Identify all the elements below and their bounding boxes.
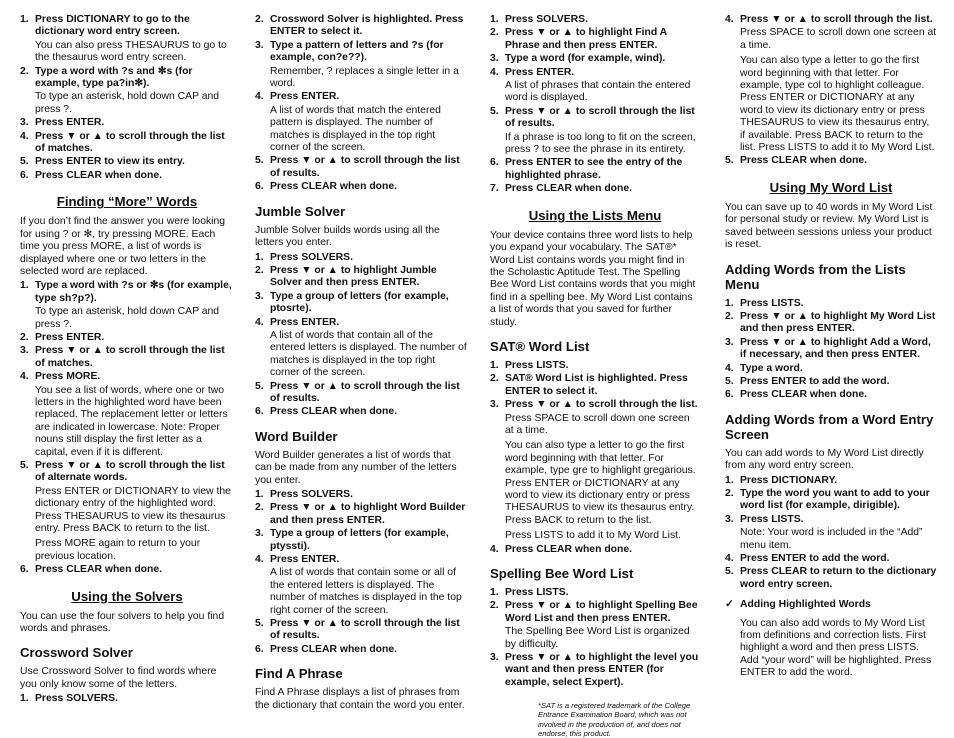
column-1 xyxy=(20,14,234,707)
steps-more xyxy=(20,280,234,576)
step-item: 7. Press CLEAR when done. xyxy=(490,183,633,195)
step-item: 6. Press ENTER to see the entry of the highlighted phrase. xyxy=(490,157,683,181)
step-item: 3. Type a group of letters (for example, ptosrte). xyxy=(255,290,449,315)
heading-crossword-solver: Crossword Solver xyxy=(20,645,133,661)
steps-sat xyxy=(490,360,700,556)
step-item: 2. Press ▼ or ▲ to highlight Word Builder and then press ENTER. xyxy=(255,502,466,526)
step-item: 2. Press ▼ or ▲ to highlight Jumble Solver and then press ENTER. xyxy=(255,264,437,289)
steps-phrase xyxy=(490,14,700,196)
heading-spelling-bee-list: Spelling Bee Word List xyxy=(490,566,634,582)
step-item: 3. Press ▼ or ▲ to highlight the level you want and then press ENTER (for example, select Expert). xyxy=(490,652,699,688)
step-item: 5. Press ▼ or ▲ to scroll through the list of results. If a phrase is too long to fit on the screen, press ? to see the phrase in its entirety. xyxy=(490,105,696,156)
step-item: 6. Press CLEAR when done. xyxy=(255,406,398,418)
step-item: 2. Type a word with ?s and ✻s (for example, type pa?in✻). To type an asterisk, hold down CAP and press ?. xyxy=(20,65,220,115)
step-item: 3. Press ENTER. xyxy=(20,117,105,129)
sat-footnote: *SAT is a registered trademark of the College Entrance Examination Board, which was not involved in the production of, and does not endorse, this product. xyxy=(538,701,691,738)
step-item: 2. Press ▼ or ▲ to highlight My Word List and then press ENTER. xyxy=(725,310,936,335)
heading-finding-more-words: Finding “More” Words xyxy=(56,194,198,210)
paragraph-jumble: Jumble Solver builds words using all the letters you enter. xyxy=(255,224,440,249)
step-item: 6. Press CLEAR when done. xyxy=(20,564,163,576)
step-item: 3. Type a group of letters (for example, ptyssti). xyxy=(255,528,449,552)
step-item: 4. Press ENTER. A list of words that contain all of the entered letters is displayed. The number of matches is displayed in the top right corner of the screen. xyxy=(255,316,467,379)
step-item: 6. Press CLEAR when done. xyxy=(725,389,868,401)
step-item: 1. Press SOLVERS. xyxy=(255,251,353,263)
step-item: 5. Press CLEAR when done. xyxy=(725,155,868,167)
paragraph-solvers: You can use the four solvers to help you find words and phrases. xyxy=(20,610,225,635)
heading-using-my-word-list: Using My Word List xyxy=(769,179,893,195)
step-item: 5. Press ▼ or ▲ to scroll through the list of alternate words. Press ENTER or DICTIONARY to view the dictionary entry of the highlighted word. Press THESAURUS to view its thesaurus entry. Press BACK to return to the list. Press MORE again to return to your previous location. xyxy=(20,460,231,562)
step-item: 1. Press SOLVERS. xyxy=(20,693,118,705)
step-item: 4. Press ENTER to add the word. xyxy=(725,553,890,564)
step-item: 2. Type the word you want to add to your word list (for example, dirigible). xyxy=(725,487,930,512)
step-item: 4. Press ▼ or ▲ to scroll through the list. Press SPACE to scroll down one screen at a time. You can also type a letter to go the first word beginning with that letter. For example, type col to highlight colleague. Press ENTER or DICTIONARY at any word to view its dictionary entry or press THESAURUS to view its thesaurus entry, if available. Press BACK to return to the list. Press LISTS to add it to My Word List. xyxy=(725,14,937,154)
paragraph-myword: You can save up to 40 words in My Word List for personal study or review. My Word List is saved between sessions unless your product is reset. xyxy=(725,201,933,251)
paragraph-phrase: Find A Phrase displays a list of phrases from the dictionary that contain the word you enter. xyxy=(255,687,465,711)
subheading-adding-highlighted: ✓ Adding Highlighted Words xyxy=(725,599,871,611)
step-item: 3. Press ▼ or ▲ to scroll through the list. Press SPACE to scroll down one screen at a time. You can also type a letter to go the first word beginning with that letter. For example, type gre to highlight gregarious. Press ENTER or DICTIONARY at any word to view its dictionary entry or press THESAURUS to view its thesaurus entry. Press BACK to return to the list. Press LISTS to add it to My Word List. xyxy=(490,399,698,542)
paragraph-more: If you don’t find the answer you were looking for using ? or ✻, try pressing MORE. Each time you press MORE, a list of words is displayed where one or two letters in the selected word are replaced. xyxy=(20,216,226,277)
step-item: 6. Press CLEAR when done. xyxy=(20,169,163,181)
step-item: 5. Press ENTER to add the word. xyxy=(725,375,890,387)
step-item: 5. Press ▼ or ▲ to scroll through the list of results. xyxy=(255,380,460,404)
step-item: 6. Press CLEAR when done. xyxy=(255,643,398,655)
heading-adding-from-entry: Adding Words from a Word Entry Screen xyxy=(725,411,934,442)
step-item: 4. Press MORE. You see a list of words, where one or two letters in the highlighted word have been replaced. The replacement letter or letters are indicated in lowercase. Note: Proper nouns still display the first letter as a capital, even if it is different. xyxy=(20,371,228,458)
steps-spelling-cont xyxy=(725,14,937,168)
heading-sat-word-list: SAT® Word List xyxy=(490,338,590,354)
step-item: 4. Press ENTER. A list of words that match the entered pattern is displayed. The number of matches is displayed in the top right corner of the screen. xyxy=(255,91,441,154)
step-item: 1. Press LISTS. xyxy=(725,297,804,309)
step-item: 3. Type a pattern of letters and ?s (for example, con?e??). Remember, ? replaces a single letter in a word. xyxy=(255,39,459,90)
heading-word-builder: Word Builder xyxy=(255,428,338,444)
step-item: 5. Press CLEAR to return to the dictionary word entry screen. xyxy=(725,566,937,590)
column-4 xyxy=(725,14,937,680)
paragraph-crossword: Use Crossword Solver to find words where you only know some of the letters. xyxy=(20,666,217,690)
column-3 xyxy=(490,14,700,738)
steps-crossword-start xyxy=(20,693,234,705)
heading-using-solvers: Using the Solvers xyxy=(71,588,183,604)
paragraph-builder: Word Builder generates a list of words that can be made from any number of the letters you enter. xyxy=(255,449,457,486)
step-item: 3. Press ▼ or ▲ to scroll through the list of matches. xyxy=(20,345,225,369)
step-item: 4. Press CLEAR when done. xyxy=(490,543,633,555)
steps-adding-lists xyxy=(725,298,937,402)
step-item: 4. Press ENTER. A list of phrases that contain the entered word is displayed. xyxy=(490,66,691,104)
step-item: 5. Press ▼ or ▲ to scroll through the list of results. xyxy=(255,155,460,179)
step-item: 2. Crossword Solver is highlighted. Press ENTER to select it. xyxy=(255,14,464,38)
step-item: 1. Type a word with ?s or ✻s (for example, type sh?p?). To type an asterisk, hold down CAP and press ?. xyxy=(20,280,232,330)
step-item: 5. Press ▼ or ▲ to scroll through the list of results. xyxy=(255,618,460,642)
steps-jumble xyxy=(255,252,467,419)
step-item: 1. Press DICTIONARY to go to the dictionary word entry screen. You can also press THESAURUS to go to the thesaurus word entry screen. xyxy=(20,14,227,64)
step-item: 2. Press ▼ or ▲ to highlight Spelling Bee Word List and then press ENTER. The Spelling Bee Word List is organized by difficulty. xyxy=(490,600,698,650)
paragraph-lists: Your device contains three word lists to help you expand your vocabulary. The SAT®* Word List contains words you might find in the Scholastic Aptitude Test. The Spelling Bee Word List contains words that you might find in a spelling bee. My Word List contains a list of words that you saved for further study. xyxy=(490,229,696,328)
step-item: 2. Press ▼ or ▲ to highlight Find A Phrase and then press ENTER. xyxy=(490,27,667,51)
column-2 xyxy=(255,14,467,712)
heading-adding-from-lists: Adding Words from the Lists Menu xyxy=(725,261,906,292)
paragraph-highlighted: You can also add words to My Word List from definitions and correction lists. First highlight a word and then press LISTS. Add “your word” will be highlighted. Press ENTER to add the word. xyxy=(740,617,932,679)
heading-using-lists-menu: Using the Lists Menu xyxy=(528,207,662,223)
heading-jumble-solver: Jumble Solver xyxy=(255,203,346,219)
steps-adding-entry xyxy=(725,475,937,592)
step-item: 3. Press LISTS. Note: Your word is included in the “Add” menu item. xyxy=(725,513,923,551)
checkmark-icon: ✓ xyxy=(725,599,734,611)
step-item: 1. Press SOLVERS. xyxy=(490,14,588,25)
paragraph-adding-entry: You can add words to My Word List directly from any word entry screen. xyxy=(725,447,924,472)
step-item: 3. Press ▼ or ▲ to highlight Add a Word, if necessary, and then press ENTER. xyxy=(725,336,931,361)
steps-spelling xyxy=(490,587,700,689)
heading-find-a-phrase: Find A Phrase xyxy=(255,666,343,682)
step-item: 1. Press DICTIONARY. xyxy=(725,474,838,486)
step-item: 4. Press ▼ or ▲ to scroll through the list of matches. xyxy=(20,130,225,155)
step-item: 2. Press ENTER. xyxy=(20,331,105,343)
steps-dictionary-wildcard xyxy=(20,14,234,182)
step-item: 6. Press CLEAR when done. xyxy=(255,181,398,193)
step-item: 1. Press LISTS. xyxy=(490,359,569,371)
step-item: 3. Type a word (for example, wind). xyxy=(490,53,666,65)
step-item: 1. Press LISTS. xyxy=(490,587,569,599)
step-item: 1. Press SOLVERS. xyxy=(255,489,353,500)
step-item: 4. Type a word. xyxy=(725,362,803,374)
steps-builder xyxy=(255,489,467,656)
steps-crossword xyxy=(255,14,467,194)
step-item: 2. SAT® Word List is highlighted. Press ENTER to select it. xyxy=(490,373,688,397)
step-item: 4. Press ENTER. A list of words that contain some or all of the entered letters is displayed. The number of matches is displayed in the top right corner of the screen. xyxy=(255,554,462,616)
step-item: 5. Press ENTER to view its entry. xyxy=(20,156,185,168)
